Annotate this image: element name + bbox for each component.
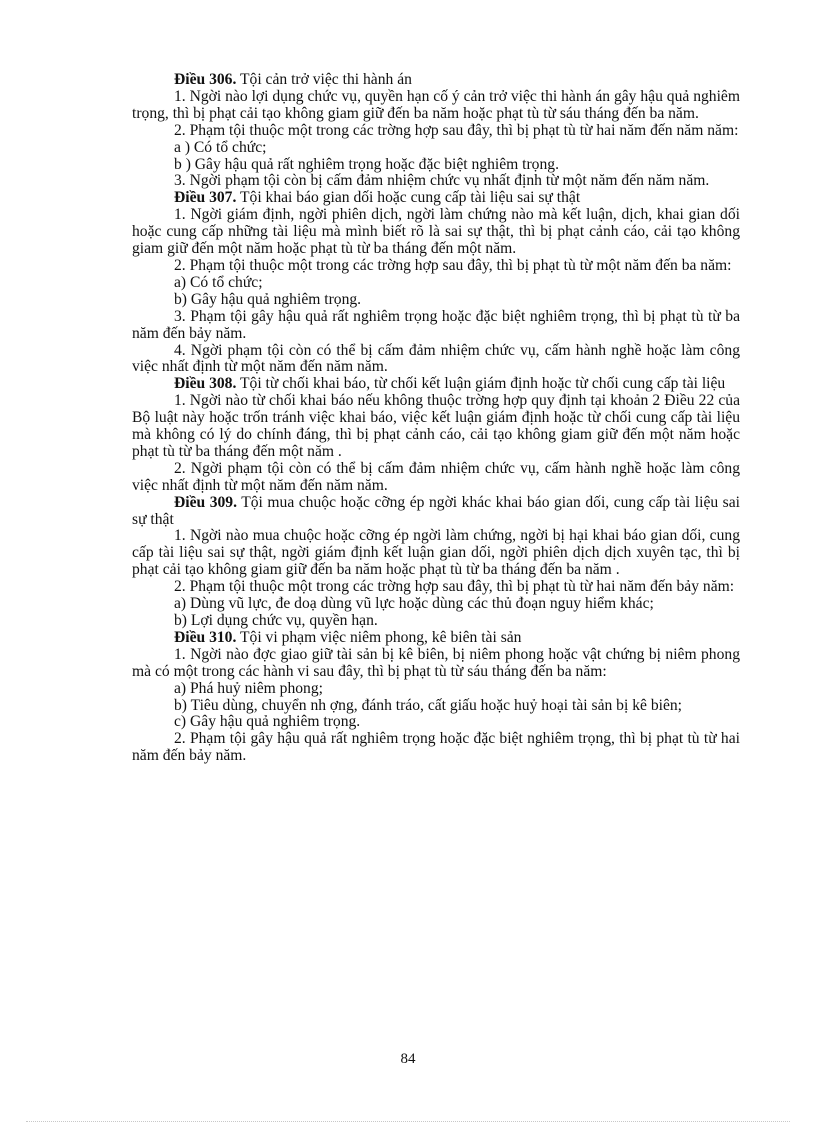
article-307-point: b) Gây hậu quả nghiêm trọng.	[174, 290, 362, 308]
article-310-heading: Điều 310. Tội vi phạm việc niêm phong, kê biên tài sản	[174, 628, 522, 646]
article-308-clause: 2. Ngời phạm tội còn có thể bị cấm đảm nhiệm chức vụ, cấm hành nghề hoặc làm công việc nhất định từ một năm đến năm năm.	[132, 459, 740, 494]
article-309-point: b) Lợi dụng chức vụ, quyền hạn.	[174, 612, 378, 629]
article-307-clause: 2. Phạm tội thuộc một trong các trờng hợp sau đây, thì bị phạt tù từ một năm đến ba năm:	[174, 256, 732, 274]
article-306-point: a ) Có tổ chức;	[174, 138, 267, 156]
article-306-clause: 1. Ngời nào lợi dụng chức vụ, quyền hạn cố ý cản trở việc thi hành án gây hậu quả nghiêm trọng, thì bị phạt cải tạo không giam giữ đến ba năm hoặc phạt tù từ sáu tháng đến ba năm.	[132, 87, 740, 122]
article-310-point: c) Gây hậu quả nghiêm trọng.	[174, 713, 361, 731]
document-page	[132, 72, 740, 765]
article-310-clause: 1. Ngời nào đợc giao giữ tài sản bị kê biên, bị niêm phong hoặc vật chứng bị niêm phong mà có một trong các hành vi sau đây, thì bị phạt tù từ sáu tháng đến ba năm:	[132, 645, 740, 680]
article-306-clause: 3. Ngời phạm tội còn bị cấm đảm nhiệm chức vụ nhất định từ một năm đến năm năm.	[174, 172, 710, 190]
article-307-clause: 3. Phạm tội gây hậu quả rất nghiêm trọng hoặc đặc biệt nghiêm trọng, thì bị phạt tù từ ba năm đến bảy năm.	[132, 307, 740, 342]
page-border	[26, 1121, 790, 1122]
article-309-clause: 1. Ngời nào mua chuộc hoặc cỡng ép ngời làm chứng, ngời bị hại khai báo gian dối, cung cấp tài liệu sai sự thật, ngời giám định kết luận gian dối, ngời phiên dịch dịch xuyên tạc, thì bị phạt cải tạo không giam giữ đến ba năm hoặc phạt tù từ ba tháng đến ba năm .	[132, 527, 740, 579]
article-309-heading: Điều 309. Tội mua chuộc hoặc cỡng ép ngời khác khai báo gian dối, cung cấp tài liệu sai sự thật	[132, 493, 741, 528]
article-307-point: a) Có tổ chức;	[174, 273, 263, 291]
article-308-heading: Điều 308. Tội từ chối khai báo, từ chối kết luận giám định hoặc từ chối cung cấp tài liệu	[174, 375, 726, 393]
article-310-point: b) Tiêu dùng, chuyển nh ợng, đánh tráo, cất giấu hoặc huỷ hoại tài sản bị kê biên;	[174, 696, 683, 714]
article-306-clause: 2. Phạm tội thuộc một trong các trờng hợp sau đây, thì bị phạt tù từ hai năm đến năm năm:	[174, 121, 739, 139]
article-310-clause: 2. Phạm tội gây hậu quả rất nghiêm trọng hoặc đặc biệt nghiêm trọng, thì bị phạt tù từ hai năm đến bảy năm.	[132, 730, 740, 765]
article-310-point: a) Phá huỷ niêm phong;	[174, 679, 323, 697]
article-307-clause: 1. Ngời giám định, ngời phiên dịch, ngời làm chứng nào mà kết luận, dịch, khai gian dối hoặc cung cấp những tài liệu mà mình biết rõ là sai sự thật, thì bị phạt cảnh cáo, cải tạo không giam giữ đến một năm hoặc phạt tù từ ba tháng đến một năm.	[132, 206, 740, 258]
article-307-heading: Điều 307. Tội khai báo gian dối hoặc cung cấp tài liệu sai sự thật	[174, 189, 581, 207]
article-309-clause: 2. Phạm tội thuộc một trong các trờng hợp sau đây, thì bị phạt tù từ hai năm đến bảy năm:	[174, 578, 735, 596]
article-308-clause: 1. Ngời nào từ chối khai báo nếu không thuộc trờng hợp quy định tại khoản 2 Điều 22 của Bộ luật này hoặc trốn tránh việc khai báo, việc kết luận giám định hoặc từ chối cung cấp tài liệu mà không có lý do chính đáng, thì bị phạt cảnh cáo, cải tạo không giam giữ đến một năm hoặc phạt tù từ ba tháng đến một năm .	[132, 392, 740, 460]
article-307-clause: 4. Ngời phạm tội còn có thể bị cấm đảm nhiệm chức vụ, cấm hành nghề hoặc làm công việc nhất định từ một năm đến năm năm.	[132, 341, 740, 376]
article-306-point: b ) Gây hậu quả rất nghiêm trọng hoặc đặc biệt nghiêm trọng.	[174, 155, 559, 173]
article-306-heading: Điều 306. Tội cản trở việc thi hành án	[174, 71, 412, 88]
page-number: 84	[400, 1051, 416, 1067]
article-309-point: a) Dùng vũ lực, đe doạ dùng vũ lực hoặc dùng các thủ đoạn nguy hiểm khác;	[174, 595, 654, 613]
